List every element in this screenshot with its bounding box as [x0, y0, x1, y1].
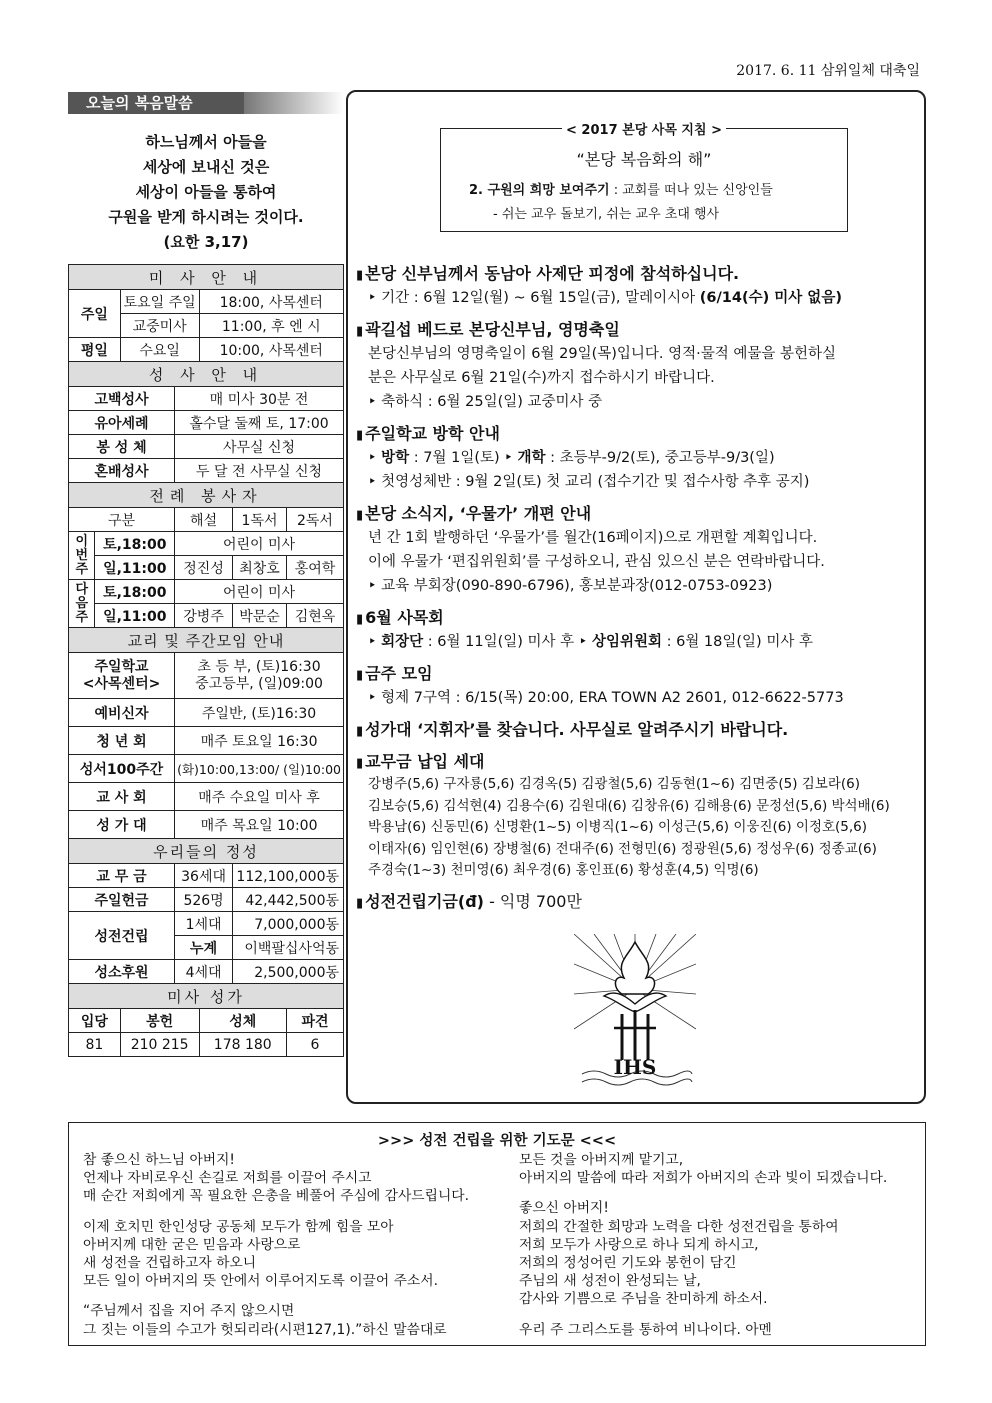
server-commentator: 강병주	[175, 604, 233, 628]
news-line	[356, 286, 921, 310]
next-week-text: 다 음 주	[75, 581, 88, 625]
policy-line-rest: : 교회를 떠나 있는 신앙인들	[609, 183, 773, 198]
offering-amount: 42,442,500동	[233, 888, 344, 912]
offering-amount: 7,000,000동	[233, 912, 344, 936]
sacrament-section-title: 성 사 안 내	[69, 362, 344, 387]
gospel-section	[68, 92, 344, 255]
servers-header: 해설	[175, 508, 233, 532]
news-line: 이에 우물가 ‘편집위원회’를 구성하오니, 관심 있으신 분은 연락바랍니다.	[368, 554, 825, 570]
prayer-line: 좋으신 아버지!	[519, 1200, 609, 1217]
gathering-info-line: 초 등 부, (토)16:30	[197, 658, 321, 675]
prayer-title: >>> 성전 건립을 위한 기도문 <<<	[377, 1133, 617, 1149]
mass-sunday-label: 주일	[69, 290, 121, 338]
gathering-name: 성 가 대	[69, 811, 175, 839]
gospel-line: 구원을 받게 하시려는 것이다.	[108, 208, 304, 226]
offering-name: 교 무 금	[69, 864, 175, 888]
news-heading: ▮ 주일학교 방학 안내	[356, 422, 921, 446]
prayer-line: 언제나 자비로우신 손길로 저희를 이끌어 주시고	[83, 1170, 372, 1187]
mass-stats-value: 81	[69, 1033, 121, 1057]
news-heading	[356, 890, 921, 914]
news-line: ‣ 교육 부회장(090-890-6796), 홍보분과장(012-0753-0923)	[368, 578, 773, 594]
prayer-line: 이제 호치민 한인성당 공동체 모두가 함께 힘을 모아	[83, 1218, 394, 1235]
mass-stats-header: 성체	[199, 1009, 286, 1033]
server-time: 토,18:00	[95, 532, 175, 556]
gathering-info: 매주 수요일 미사 후	[175, 783, 344, 811]
offering-amount: 이백팔십사억동	[233, 936, 344, 960]
offering-count: 526명	[175, 888, 233, 912]
gathering-info	[175, 653, 344, 699]
policy-title-wrap	[441, 119, 847, 138]
mass-section-title: 미 사 안 내	[69, 265, 344, 290]
news-line-bold: 개학	[517, 450, 546, 466]
offerings-section-title: 우리들의 정성	[69, 839, 344, 864]
news-heading: ▮ 본당 소식지, ‘우물가’ 개편 안내	[356, 502, 921, 526]
mass-stats-value: 178 180	[199, 1033, 286, 1057]
server-reader1: 박문순	[233, 604, 287, 628]
prayer-line: 모든 일이 아버지의 뜻 안에서 이루어지도록 이끌어 주소서.	[83, 1273, 438, 1290]
prayer-line: 아버지의 말씀에 따라 저희가 아버지의 손과 빛이 되겠습니다.	[519, 1170, 888, 1187]
gathering-name: 성서100주간	[69, 755, 175, 783]
gathering-info: 매주 목요일 10:00	[175, 811, 344, 839]
news-line-text: ‣ 기간 : 6월 12일(월) ~ 6월 15일(금), 말레이시아	[368, 290, 700, 306]
mass-day: 토요일 주일	[120, 290, 199, 314]
mass-stats-value: 6	[286, 1033, 343, 1057]
dues-names-line: 주경숙(1~3) 천미영(6) 최우경(6) 홍인표(6) 황성훈(4,5) 익명(6)	[368, 862, 759, 878]
server-time: 일,11:00	[95, 604, 175, 628]
policy-line-bold: 2. 구원의 희망 보여주기	[469, 183, 610, 198]
ihs-monogram: IHS	[613, 1055, 657, 1079]
server-time: 토,18:00	[95, 580, 175, 604]
offering-name: 성소후원	[69, 960, 175, 984]
news-line: 본당신부님의 영명축일이 6월 29일(목)입니다. 영적·물적 예물을 봉헌하실	[368, 346, 837, 362]
prayer-box	[68, 1122, 926, 1346]
prayer-line: 참 좋으신 하느님 아버지!	[83, 1152, 235, 1168]
gathering-name-line: 주일학교	[94, 658, 149, 675]
server-commentator: 정진성	[175, 556, 233, 580]
policy-line	[469, 179, 773, 198]
prayer-spacer	[519, 1187, 887, 1199]
offering-count: 1세대	[175, 912, 233, 936]
gospel-verse	[68, 130, 344, 255]
building-fund-label: 성전건립기금(đ)	[365, 891, 484, 911]
prayer-spacer	[83, 1206, 469, 1218]
server-merged: 어린이 미사	[175, 580, 344, 604]
mass-stats-header: 파견	[286, 1009, 343, 1033]
offering-amount: 112,100,000동	[233, 864, 344, 888]
news-line	[356, 446, 921, 470]
gathering-info-line: 중고등부, (일)09:00	[195, 675, 323, 692]
news-line: ‣ 축하식 : 6월 25일(일) 교중미사 중	[368, 394, 603, 410]
mass-time: 10:00, 사목센터	[199, 338, 344, 362]
offering-count: 누계	[175, 936, 233, 960]
news-line-text: ‣	[368, 634, 382, 650]
offering-name: 성전건립	[69, 912, 175, 960]
news-line-text: ‣	[368, 450, 382, 466]
gathering-name-line: <사목센터>	[82, 675, 161, 692]
gathering-info: 주일반, (토)16:30	[175, 699, 344, 727]
prayer-left-column	[83, 1151, 469, 1339]
mass-time: 18:00, 사목센터	[199, 290, 344, 314]
prayer-line: 저희 모두가 사랑으로 하나 되게 하시고,	[519, 1236, 759, 1253]
bulletin-date: 2017. 6. 11 삼위일체 대축일	[736, 63, 920, 79]
news-line-text: : 초등부-9/2(토), 중고등부-9/3(일)	[545, 450, 775, 466]
policy-slogan: “본당 복음화의 해”	[576, 150, 712, 169]
gatherings-section-title: 교리 및 주간모임 안내	[69, 628, 344, 653]
prayer-line: 모든 것을 아버지께 맡기고,	[519, 1152, 684, 1168]
dues-names-line: 김보승(5,6) 김석현(4) 김용수(6) 김원대(6) 김창유(6) 김해용(6) 문정선(5,6) 박석배(6)	[368, 797, 890, 814]
news-line: 년 간 1회 발행하던 ‘우물가’를 월간(16페이지)으로 개편할 계획입니다.	[368, 530, 818, 546]
mass-day: 수요일	[120, 338, 199, 362]
news-line: 분은 사무실로 6월 21일(수)까지 접수하시기 바랍니다.	[368, 370, 715, 386]
news-line-bold: 방학	[381, 450, 410, 466]
news-line-text: : 7월 1일(토) ‣	[409, 450, 518, 466]
prayer-line: 주님의 새 성전이 완성되는 날,	[519, 1273, 701, 1290]
servers-header: 2독서	[286, 508, 343, 532]
news-line	[356, 630, 921, 654]
dues-names	[356, 774, 921, 882]
building-fund-value: - 익명 700만	[483, 891, 582, 911]
prayer-spacer	[519, 1309, 887, 1321]
news-heading: ▮ 금주 모임	[356, 662, 921, 686]
prayer-line: 새 성전을 건립하고자 하오니	[83, 1254, 257, 1271]
offering-count: 4세대	[175, 960, 233, 984]
this-week-text: 이 번 주	[75, 533, 88, 577]
policy-title: < 2017 본당 사목 지침 >	[562, 123, 726, 138]
news-heading: ▮ 곽길섭 베드로 본당신부님, 영명축일	[356, 318, 921, 342]
sacrament-name: 혼배성사	[69, 459, 175, 483]
news-heading: ▮ 본당 신부님께서 동남아 사제단 피정에 참석하십니다.	[356, 262, 921, 286]
news-line-text: : 6월 18일(일) 미사 후	[661, 634, 813, 650]
mass-stats-value: 210 215	[120, 1033, 199, 1057]
sacrament-info: 사무실 신청	[175, 435, 344, 459]
offering-name: 주일헌금	[69, 888, 175, 912]
mass-day: 교중미사	[120, 314, 199, 338]
prayer-spacer	[83, 1290, 469, 1302]
mass-stats-section-title: 미사 성가	[69, 984, 344, 1009]
sacrament-name: 고백성사	[69, 387, 175, 411]
gathering-info: (화)10:00,13:00/ (일)10:00	[175, 755, 344, 783]
dues-names-line: 박용남(6) 신동민(6) 신명환(1~5) 이병직(1~6) 이성근(5,6) 이웅진(6) 이정호(5,6)	[368, 819, 868, 835]
server-reader2: 홍여학	[286, 556, 343, 580]
news-heading: ▮ 교무금 납입 세대	[356, 750, 921, 774]
policy-line: - 쉬는 교우 돌보기, 쉬는 교우 초대 행사	[493, 207, 720, 222]
parish-info-table	[68, 264, 344, 1057]
gathering-name	[69, 653, 175, 699]
gospel-line: 세상이 아들을 통하여	[135, 183, 277, 201]
this-week-label	[69, 532, 95, 580]
gospel-line: 세상에 보내신 것은	[142, 158, 270, 176]
mass-time: 11:00, 후 엔 시	[199, 314, 344, 338]
mass-stats-header: 봉헌	[120, 1009, 199, 1033]
news-line-bold: 상임위원회	[591, 634, 662, 650]
news-list	[356, 262, 921, 914]
news-line-bold: 회장단	[381, 634, 424, 650]
servers-header: 1독서	[233, 508, 287, 532]
prayer-line: 감사와 기쁨으로 주님을 찬미하게 하소서.	[519, 1291, 768, 1308]
news-line: ‣ 형제 7구역 : 6/15(목) 20:00, ERA TOWN A2 2601, 012-6622-5773	[368, 690, 844, 706]
news-line: ‣ 첫영성체반 : 9월 2일(토) 첫 교리 (접수기간 및 접수사항 추후 공지)	[368, 474, 810, 490]
offering-count: 36세대	[175, 864, 233, 888]
holy-spirit-illustration	[574, 934, 696, 1090]
server-merged: 어린이 미사	[175, 532, 344, 556]
gospel-header	[68, 92, 344, 116]
news-line-bold: (6/14(수) 미사 없음)	[699, 290, 842, 306]
prayer-line: 저희의 간절한 희망과 노력을 다한 성전건립을 통하여	[519, 1218, 839, 1235]
prayer-right-column	[519, 1151, 887, 1339]
prayer-line: 아버지께 대한 굳은 믿음과 사랑으로	[83, 1236, 301, 1253]
sacrament-name: 봉 성 체	[69, 435, 175, 459]
servers-section-title: 전례 봉사자	[69, 483, 344, 508]
sacrament-info: 두 달 전 사무실 신청	[175, 459, 344, 483]
gospel-header-label: 오늘의 복음말씀	[68, 92, 244, 114]
prayer-line: 우리 주 그리스도를 통하여 비나이다. 아멘	[519, 1321, 772, 1338]
server-reader1: 최창호	[233, 556, 287, 580]
dues-names-line: 이태자(6) 임인현(6) 장병철(6) 전대주(6) 전형민(6) 정광원(5,6) 정성우(6) 정종교(6)	[368, 840, 877, 857]
prayer-line: 매 순간 저희에게 꼭 필요한 은총을 베풀어 주심에 감사드립니다.	[83, 1188, 469, 1205]
gospel-header-fade	[244, 92, 344, 114]
news-line-text: : 6월 11일(일) 미사 후 ‣	[423, 634, 592, 650]
prayer-line: 저희의 정성어린 기도와 봉헌이 담긴	[519, 1254, 737, 1271]
prayer-line: 그 짓는 이들의 수고가 헛되리라(시편127,1).”하신 말씀대로	[83, 1321, 447, 1338]
servers-header: 구분	[69, 508, 175, 532]
gathering-name: 교 사 회	[69, 783, 175, 811]
dues-names-line: 강병주(5,6) 구자룡(5,6) 김경옥(5) 김광철(5,6) 김동현(1~6) 김면중(5) 김보라(6)	[368, 776, 861, 792]
offering-amount: 2,500,000동	[233, 960, 344, 984]
sacrament-info: 매 미사 30분 전	[175, 387, 344, 411]
server-time: 일,11:00	[95, 556, 175, 580]
sacrament-info: 홀수달 둘째 토, 17:00	[175, 411, 344, 435]
mass-weekday-label: 평일	[69, 338, 121, 362]
gathering-info: 매주 토요일 16:30	[175, 727, 344, 755]
prayer-line: “주님께서 집을 지어 주지 않으시면	[83, 1303, 295, 1320]
next-week-label	[69, 580, 95, 628]
pastoral-policy-box	[440, 123, 848, 232]
server-reader2: 김현옥	[286, 604, 343, 628]
gathering-name: 청 년 회	[69, 727, 175, 755]
gathering-name: 예비신자	[69, 699, 175, 727]
gospel-reference: (요한 3,17)	[163, 233, 249, 251]
mass-stats-header: 입당	[69, 1009, 121, 1033]
news-heading: ▮ 6월 사목회	[356, 606, 921, 630]
news-heading: ▮ 성가대 ‘지휘자’를 찾습니다. 사무실로 알려주시기 바랍니다.	[356, 718, 921, 742]
gospel-line: 하느님께서 아들을	[145, 133, 267, 151]
sacrament-name: 유아세례	[69, 411, 175, 435]
